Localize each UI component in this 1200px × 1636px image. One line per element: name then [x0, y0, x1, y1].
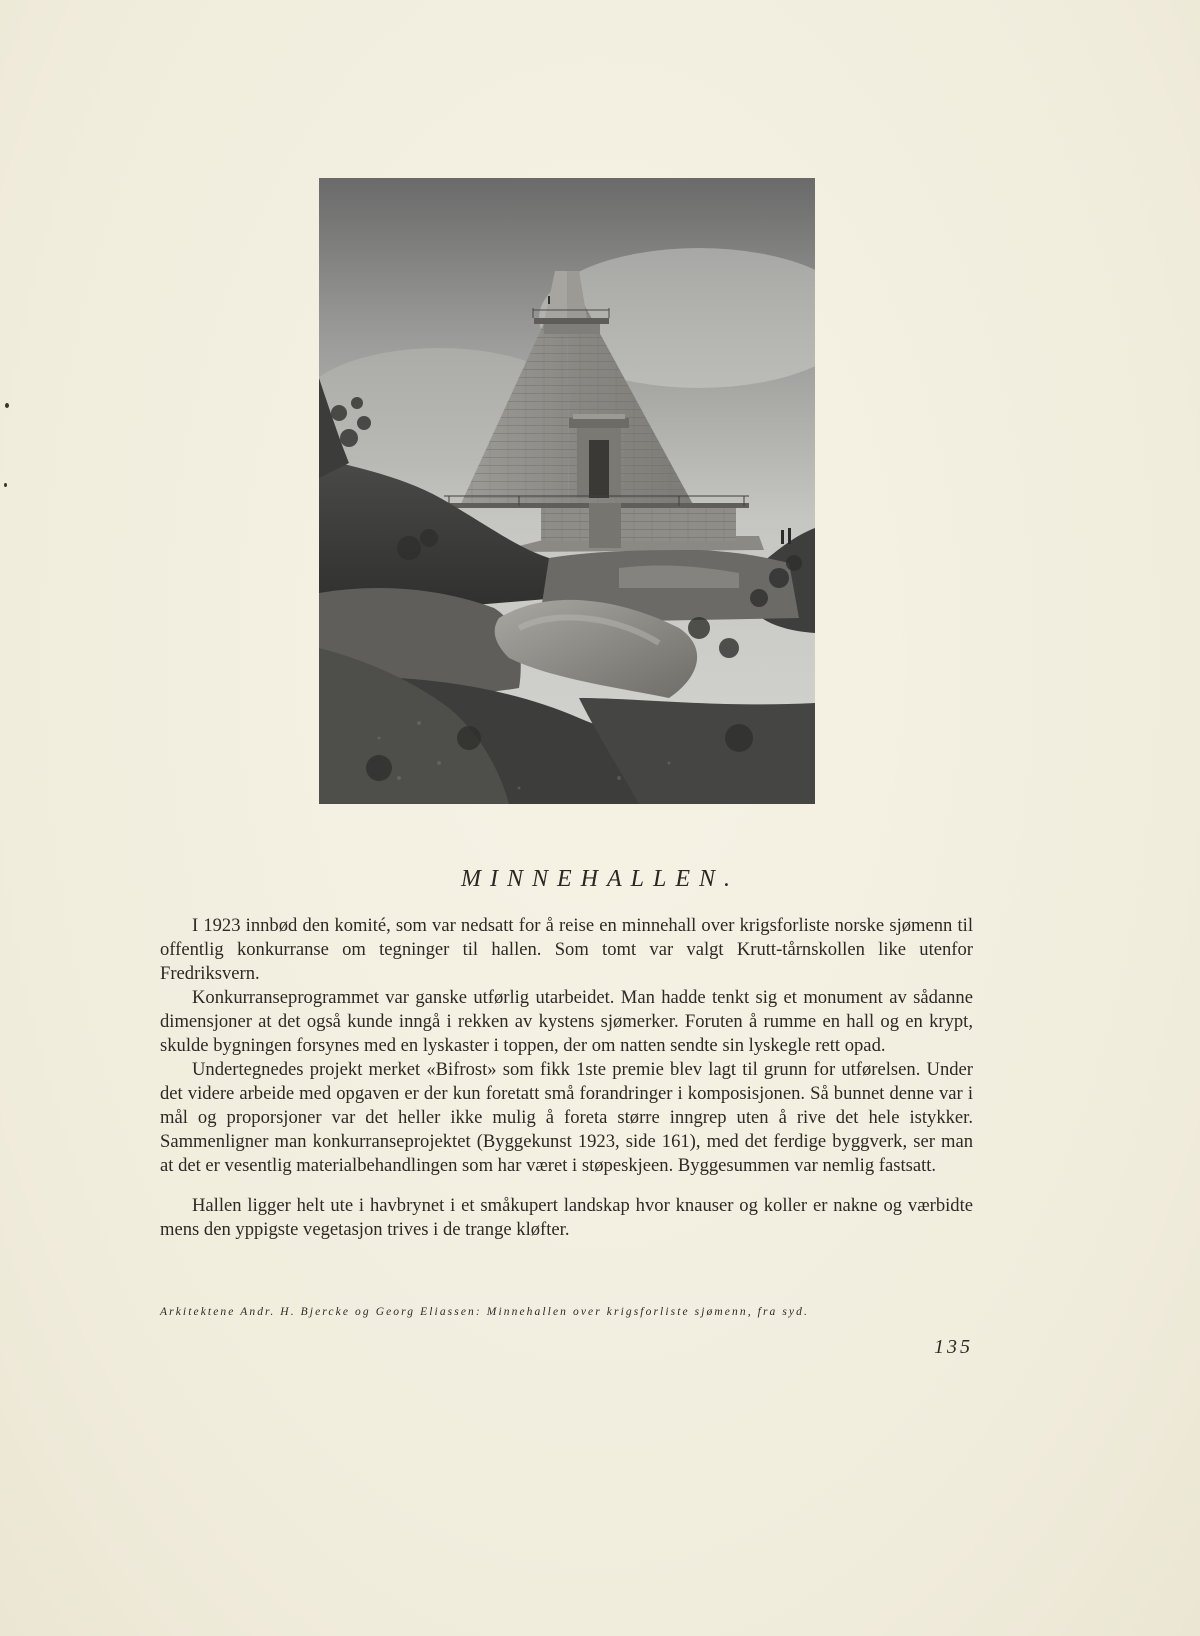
monument-photo: [319, 178, 815, 804]
page-number: 135: [934, 1336, 973, 1358]
article-title: MINNEHALLEN.: [460, 866, 739, 892]
article-body: [160, 914, 973, 1242]
photo-caption: Arkitektene Andr. H. Bjercke og Georg Eliassen: Minnehallen over krigsforliste sjømenn, fra syd.: [160, 1306, 809, 1318]
paper-speck: [4, 483, 7, 487]
paragraph: Konkurranseprogrammet var ganske utførlig utarbeidet. Man hadde tenkt sig et monument av sådanne dimensjoner at det også kunde inngå i rekken av kystens sjømerker. Foruten å rumme en hall og en krypt, skulde bygningen forsynes med en lyskaster i toppen, der om natten sendte sin lyskegle rett opad.: [160, 987, 973, 1056]
paragraph: Undertegnedes projekt merket «Bifrost» som fikk 1ste premie blev lagt til grunn for utførelsen. Under det videre arbeide med opgaven er der kun foretatt små forandringer i komposisjonen. Så bunnet denne var i mål og proporsjoner var det heller ikke mulig å foreta større inngrep uten å rive det hele istykker. Sammenligner man konkurranseprojektet (Byggekunst 1923, side 161), med det ferdige byggverk, ser man at det er vesentlig materialbehandlingen som har været i støpeskjeen. Byggesummen var nemlig fastsatt.: [160, 1059, 973, 1176]
paragraph: Hallen ligger helt ute i havbrynet i et småkupert landskap hvor knauser og koller er nakne og værbidte mens den yppigste vegetasjon trives i de trange kløfter.: [160, 1195, 973, 1240]
paragraph: I 1923 innbød den komité, som var nedsatt for å reise en minnehall over krigsforliste norske sjømenn til offentlig konkurranse om tegninger til hallen. Som tomt var valgt Krutt-tårnskollen like utenfor Fredriksvern.: [160, 915, 973, 984]
paper-speck: [5, 403, 9, 408]
